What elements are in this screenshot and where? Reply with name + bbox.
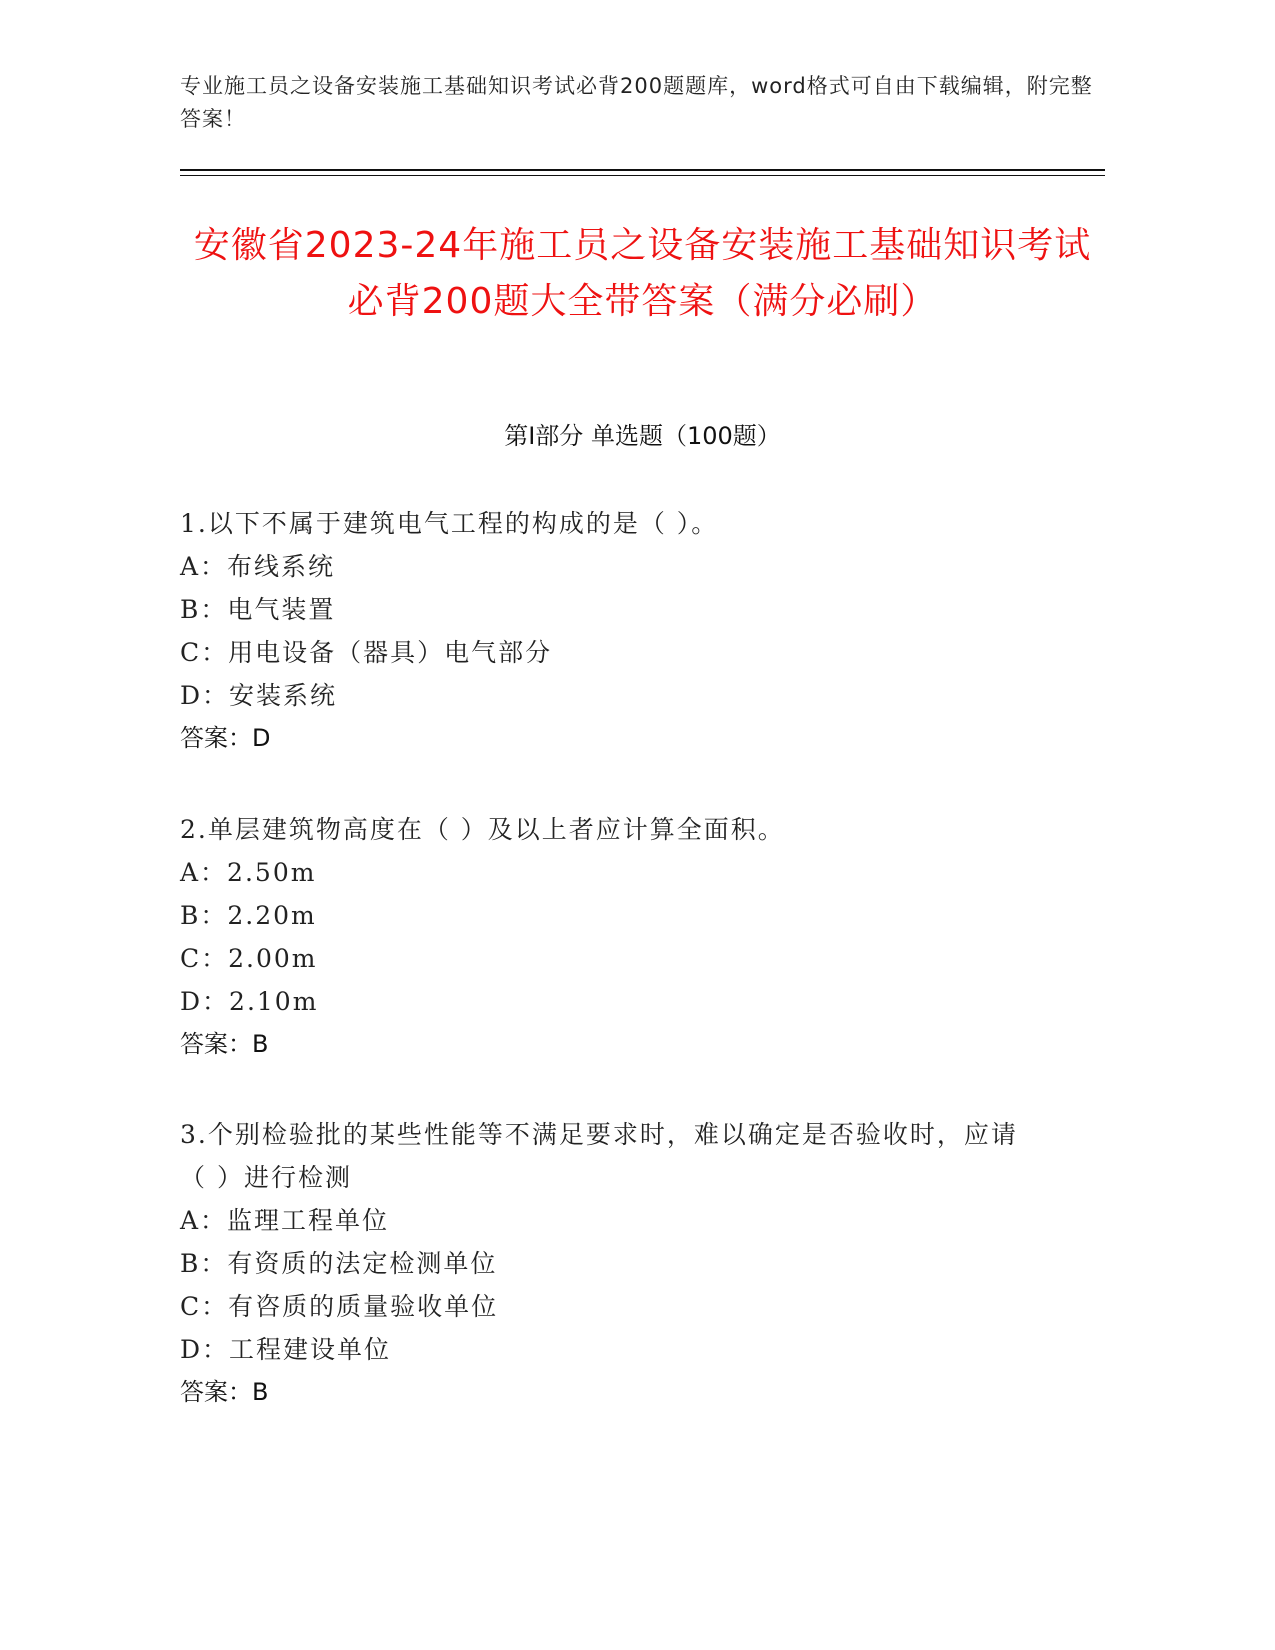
- question-stem: 1.以下不属于建筑电气工程的构成的是（ ）。: [180, 509, 719, 538]
- option-d: D：2.10m: [180, 987, 319, 1016]
- option-a: A：监理工程单位: [180, 1206, 390, 1235]
- header-note: 专业施工员之设备安装施工基础知识考试必背200题题库，word格式可自由下载编辑，附完整答案！: [180, 74, 1093, 131]
- option-d: D：工程建设单位: [180, 1335, 392, 1364]
- option-c: C：有咨质的质量验收单位: [180, 1292, 499, 1321]
- question-2: [180, 808, 1105, 1066]
- section-title: 第Ⅰ部分 单选题（100题）: [504, 422, 781, 450]
- answer: 答案：B: [180, 1030, 269, 1058]
- header-rule-thick: [180, 169, 1105, 171]
- answer: 答案：D: [180, 724, 271, 752]
- document-title: 安徽省2023-24年施工员之设备安装施工基础知识考试必背200题大全带答案（满分必刷）: [193, 225, 1092, 322]
- question-1: [180, 502, 1105, 760]
- option-b: B：电气装置: [180, 595, 336, 624]
- option-b: B：2.20m: [180, 901, 317, 930]
- question-3: [180, 1113, 1020, 1414]
- option-c: C：用电设备（器具）电气部分: [180, 638, 553, 667]
- question-stem: 3.个别检验批的某些性能等不满足要求时，难以确定是否验收时，应请（ ）进行检测: [180, 1120, 1018, 1192]
- option-a: A：布线系统: [180, 552, 336, 581]
- option-c: C：2.00m: [180, 944, 318, 973]
- answer: 答案：B: [180, 1378, 269, 1406]
- header-rule-thin: [180, 175, 1105, 176]
- option-b: B：有资质的法定检测单位: [180, 1249, 498, 1278]
- option-a: A：2.50m: [180, 858, 317, 887]
- question-stem: 2.单层建筑物高度在（ ）及以上者应计算全面积。: [180, 815, 785, 844]
- option-d: D：安装系统: [180, 681, 338, 710]
